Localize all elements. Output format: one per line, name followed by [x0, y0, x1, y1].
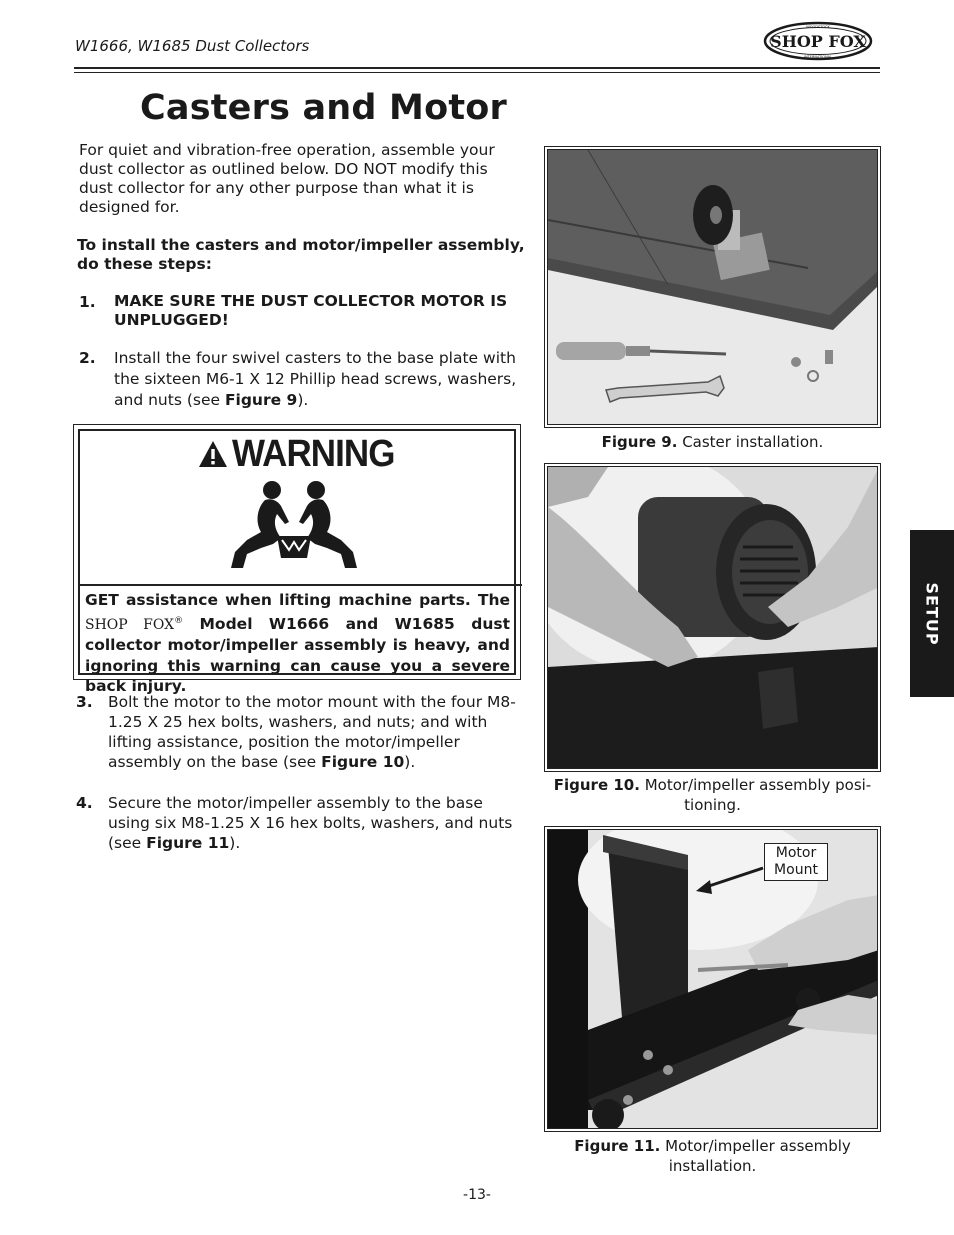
figure-label: Figure 11. — [574, 1137, 661, 1155]
warning-divider — [78, 584, 522, 586]
step-number: 4. — [76, 794, 93, 812]
figure-caption-text: Motor/impeller assembly installation. — [665, 1137, 851, 1175]
logo-text: SHOP FOX — [770, 32, 866, 51]
figure-label: Figure 10. — [553, 776, 640, 794]
step-text-part: ). — [404, 753, 416, 771]
figure-caption-text: Motor/impeller assembly posi-tioning. — [644, 776, 872, 814]
figure-label: Figure 9. — [601, 433, 678, 451]
registered-mark: ® — [174, 615, 184, 626]
intro-paragraph: For quiet and vibration-free operation, assemble your dust collector as outlined below. DO NOT modify this dust collector for any other purpose than what it is designed for. — [79, 141, 495, 216]
warning-heading — [197, 434, 409, 474]
step-text-part: Secure the motor/impeller assembly to the base using six M8-1.25 X 16 hex bolts, washers, and nuts (see — [108, 794, 513, 852]
warning-text-part: Model W1666 and W1685 dust collector motor/impeller assembly is heavy, and ignoring this warning can cause you a severe back injury. — [85, 614, 511, 696]
figure-10-photo — [547, 466, 878, 769]
two-person-lift-icon — [227, 478, 361, 574]
step-text — [108, 793, 526, 853]
motor-mount-callout: Motor Mount — [764, 843, 828, 881]
logo-small-top: WOODSTOCK — [806, 25, 830, 29]
brand-name: SHOP FOX — [85, 616, 175, 633]
step-text — [108, 692, 526, 772]
step-number: 3. — [76, 693, 93, 711]
header-rule-thin — [74, 72, 880, 73]
figure-10-caption — [544, 775, 881, 815]
warning-text-part: GET assistance when lifting machine parts. The — [85, 591, 510, 609]
page-number: -13- — [463, 1187, 491, 1203]
step-text-part: Bolt the motor to the motor mount with the four M8-1.25 X 25 hex bolts, washers, and nuts; and with lifting assistance, position the motor/impeller assembly on the base (see — [108, 693, 516, 771]
figure-11-caption — [544, 1136, 881, 1176]
step-number: 1. — [79, 293, 96, 311]
step-text-part: Install the four swivel casters to the base plate with the sixteen M6-1 X 12 Phillip head screws, washers, and nuts (see — [114, 349, 517, 409]
lead-paragraph: To install the casters and motor/impeller assembly, do these steps: — [77, 236, 525, 273]
logo-small-bottom: INTERNATIONAL — [803, 55, 833, 59]
step-text: MAKE SURE THE DUST COLLECTOR MOTOR IS UNPLUGGED! — [114, 292, 508, 329]
section-tab-label: SETUP — [922, 581, 942, 646]
step-text-part: ). — [297, 391, 309, 409]
header-rule — [74, 67, 880, 69]
warning-label: WARNING — [232, 432, 395, 475]
figure-9-caption — [544, 432, 881, 452]
figure-reference: Figure 11 — [146, 834, 230, 852]
step-text-part: ). — [229, 834, 241, 852]
figure-9-photo — [547, 149, 878, 425]
figure-caption-text: Caster installation. — [682, 433, 824, 451]
warning-triangle-icon — [197, 439, 229, 469]
figure-reference: Figure 9 — [224, 391, 298, 409]
figure-11-photo — [547, 829, 878, 1129]
header-title: W1666, W1685 Dust Collectors — [75, 37, 310, 55]
warning-message — [85, 590, 510, 697]
section-tab — [910, 530, 954, 697]
shop-fox-logo — [763, 21, 873, 61]
figure-reference: Figure 10 — [321, 753, 405, 771]
page-title: Casters and Motor — [140, 88, 507, 128]
step-text — [114, 348, 524, 411]
step-number: 2. — [79, 349, 96, 367]
